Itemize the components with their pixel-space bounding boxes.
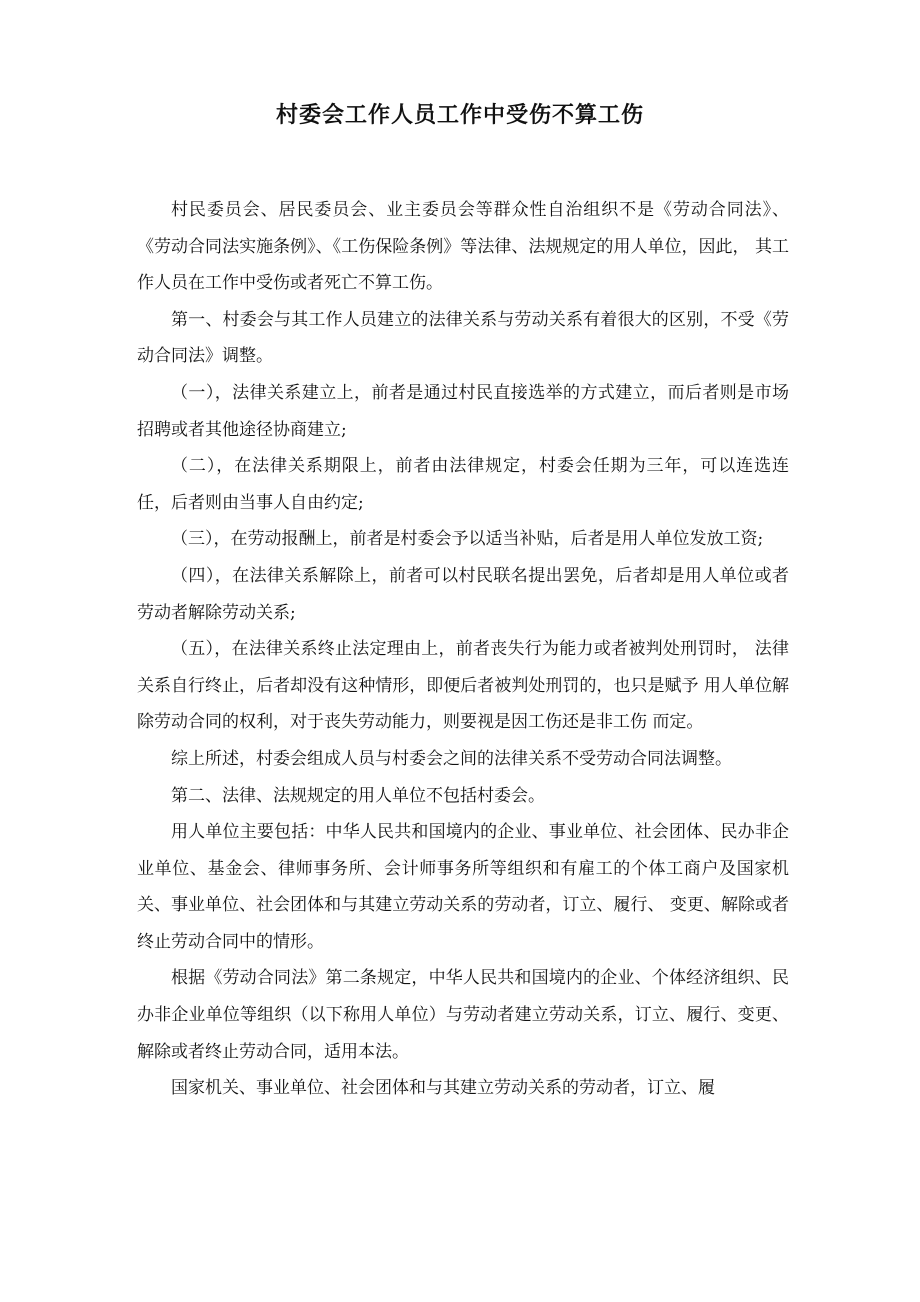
paragraph-section-one: 第一、村委会与其工作人员建立的法律关系与劳动关系有着很大的区别，不受《劳动合同法》调整。 (137, 309, 789, 367)
paragraph-state-organs: 国家机关、事业单位、社会团体和与其建立劳动关系的劳动者，订立、履 (171, 1078, 715, 1099)
paragraph-employer-scope: 用人单位主要包括：中华人民共和国境内的企业、事业单位、社会团体、民办非企业单位、基金会、律师事务所、会计师事务所等组织和有雇工的个体工商户及国家机关、事业单位、社会团体和与其建立劳动关系的劳动者，订立、履行、 变更、解除或者终止劳动合同中的情形。 (137, 822, 789, 952)
document-title: 村委会工作人员工作中受伤不算工伤 (275, 102, 644, 128)
paragraph-item-3: （三），在劳动报酬上，前者是村委会予以适当补贴，后者是用人单位发放工资; (171, 529, 764, 550)
paragraph-item-5: （五），在法律关系终止法定理由上，前者丧失行为能力或者被判处刑罚时， 法律关系自行终止，后者却没有这种情形，即便后者被判处刑罚的，也只是赋予 用人单位解除劳动合同的权利，对于丧失劳动能力，则要视是因工伤还是非工伤 而定。 (137, 639, 789, 733)
paragraph-article-two: 根据《劳动合同法》第二条规定，中华人民共和国境内的企业、个体经济组织、民办非企业单位等组织（以下称用人单位）与劳动者建立劳动关系，订立、履行、变更、解除或者终止劳动合同，适用本法。 (137, 968, 789, 1062)
paragraph-section-two: 第二、法律、法规规定的用人单位不包括村委会。 (171, 785, 545, 806)
document-body (137, 192, 795, 1107)
paragraph-intro: 村民委员会、居民委员会、业主委员会等群众性自治组织不是《劳动合同法》、 《劳动合同法实施条例》、《工伤保险条例》等法律、法规规定的用人单位，因此， 其工作人员在工作中受伤或者死亡不算工伤。 (137, 200, 795, 294)
paragraph-item-4: （四），在法律关系解除上，前者可以村民联名提出罢免，后者却是用人单位或者劳动者解除劳动关系; (137, 565, 789, 623)
paragraph-summary: 综上所述，村委会组成人员与村委会之间的法律关系不受劳动合同法调整。 (171, 748, 732, 769)
paragraph-item-1: （一），法律关系建立上，前者是通过村民直接选举的方式建立，而后者则是市场招聘或者其他途径协商建立; (137, 382, 789, 440)
paragraph-item-2: （二），在法律关系期限上，前者由法律规定，村委会任期为三年，可以连选连任，后者则由当事人自由约定; (137, 456, 789, 513)
